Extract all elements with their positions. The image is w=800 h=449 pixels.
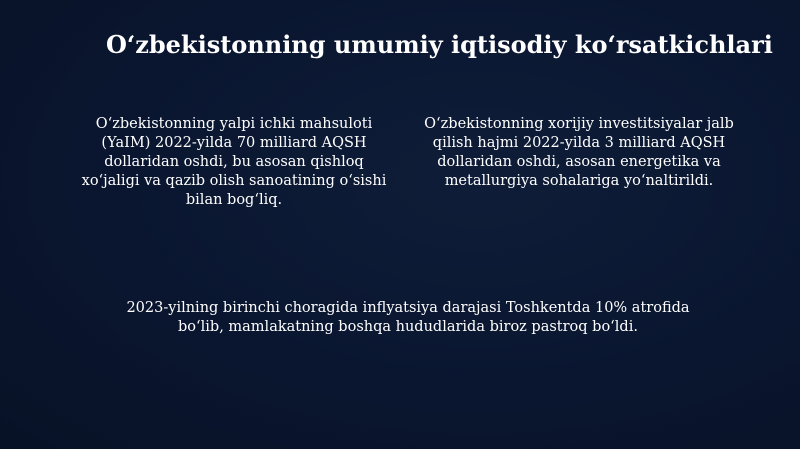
investment-paragraph: O‘zbekistonning xorijiy investitsiyalar jalb qilish hajmi 2022-yilda 3 milliard AQSH dollaridan oshdi, asosan energetika va metallurgiya sohalariga yo‘naltirildi.: [424, 116, 734, 189]
gdp-paragraph: O‘zbekistonning yalpi ichki mahsuloti (YaIM) 2022-yilda 70 milliard AQSH dollaridan oshdi, bu asosan qishloq xo‘jaligi va qazib olish sanoatining o‘sishi bilan bog‘liq.: [81, 116, 387, 208]
slide-title: O‘zbekistonning umumiy iqtisodiy ko‘rsatkichlari: [106, 30, 773, 59]
inflation-paragraph: 2023-yilning birinchi choragida inflyatsiya darajasi Toshkentda 10% atrofida bo‘lib, mamlakatning boshqa hududlarida biroz pastroq bo‘ldi.: [126, 300, 690, 335]
